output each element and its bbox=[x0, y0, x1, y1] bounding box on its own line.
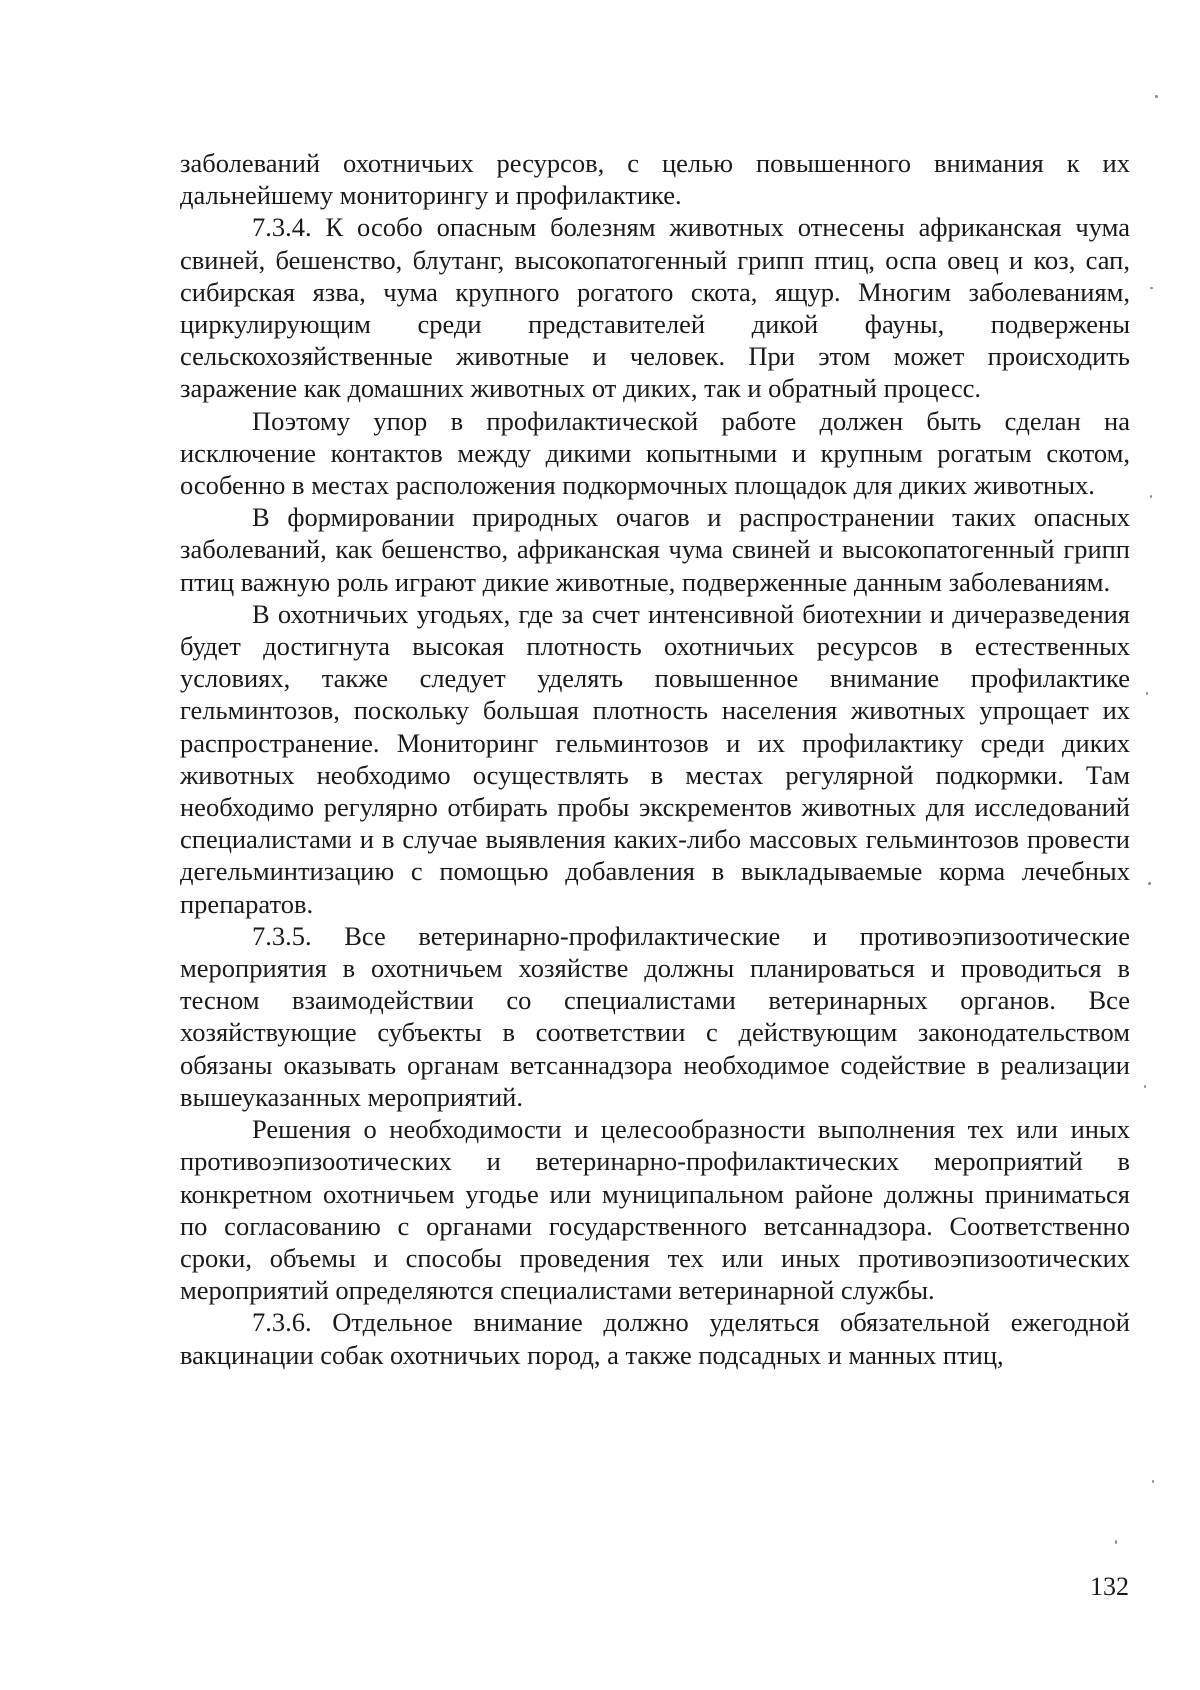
scan-speck bbox=[1155, 95, 1158, 98]
paragraph-7-3-5: 7.3.5. Все ветеринарно-профилактические и противоэпизоотические мероприятия в охотничьем хозяйстве должны планироваться и проводиться в тесном взаимодействии со специалистами ветеринарных органов. Все хозяйствующие субъекты в соответствии с действующим законодательством обязаны оказывать органам ветсаннадзора необходимое содействие в реализации вышеуказанных мероприятий. bbox=[180, 920, 1130, 1112]
body-text bbox=[180, 147, 1130, 1371]
paragraph-continuation: заболеваний охотничьих ресурсов, с целью повышенного внимания к их дальнейшему мониторингу и профилактике. bbox=[180, 148, 1130, 211]
paragraph-decisions: Решения о необходимости и целесообразности выполнения тех или иных противоэпизоотических и ветеринарно-профилактических мероприятий в конкретном охотничьем угодье или муниципальном районе должны приниматься по согласованию с органами государственного ветсаннадзора. Соответственно сроки, объемы и способы проведения тех или иных противоэпизоотических мероприятий определяются специалистами ветеринарной службы. bbox=[180, 1114, 1130, 1306]
scan-speck bbox=[1150, 495, 1152, 498]
page-number: 132 bbox=[1090, 1572, 1129, 1601]
scan-speck bbox=[1148, 882, 1151, 885]
scan-speck bbox=[1144, 1085, 1146, 1088]
paragraph-natural-foci: В формировании природных очагов и распространении таких опасных заболеваний, как бешенство, африканская чума свиней и высокопатогенный грипп птиц важную роль играют дикие животные, подверженные данным заболеваниям. bbox=[180, 502, 1130, 597]
paragraph-helminthiasis: В охотничьих угодьях, где за счет интенсивной биотехнии и дичеразведения будет достигнута высокая плотность охотничьих ресурсов в естественных условиях, также следует уделять повышенное внимание профилактике гельминтозов, поскольку большая плотность населения животных упрощает их распространение. Мониторинг гельминтозов и их профилактику среди диких животных необходимо осуществлять в местах регулярной подкормки. Там необходимо регулярно отбирать пробы экскрементов животных для исследований специалистами и в случае выявления каких-либо массовых гельминтозов провести дегельминтизацию с помощью добавления в выкладываемые корма лечебных препаратов. bbox=[180, 598, 1130, 919]
scan-speck bbox=[1146, 692, 1148, 695]
paragraph-7-3-6: 7.3.6. Отдельное внимание должно уделяться обязательной ежегодной вакцинации собак охотничьих пород, а также подсадных и манных птиц, bbox=[180, 1307, 1130, 1370]
paragraph-prevention-focus: Поэтому упор в профилактической работе должен быть сделан на исключение контактов между дикими копытными и крупным рогатым скотом, особенно в местах расположения подкормочных площадок для диких животных. bbox=[180, 405, 1130, 501]
paragraph-7-3-4: 7.3.4. К особо опасным болезням животных отнесены африканская чума свиней, бешенство, блутанг, высокопатогенный грипп птиц, оспа овец и коз, сап, сибирская язва, чума крупного рогатого скота, ящур. Многим заболеваниям, циркулирующим среди представителей дикой фауны, подвержены сельскохозяйственные животные и человек. При этом может происходить заражение как домашних животных от диких, так и обратный процесс. bbox=[180, 212, 1130, 404]
scan-speck bbox=[1115, 1540, 1117, 1544]
scan-speck bbox=[1150, 287, 1153, 289]
scan-speck bbox=[1152, 1480, 1154, 1483]
